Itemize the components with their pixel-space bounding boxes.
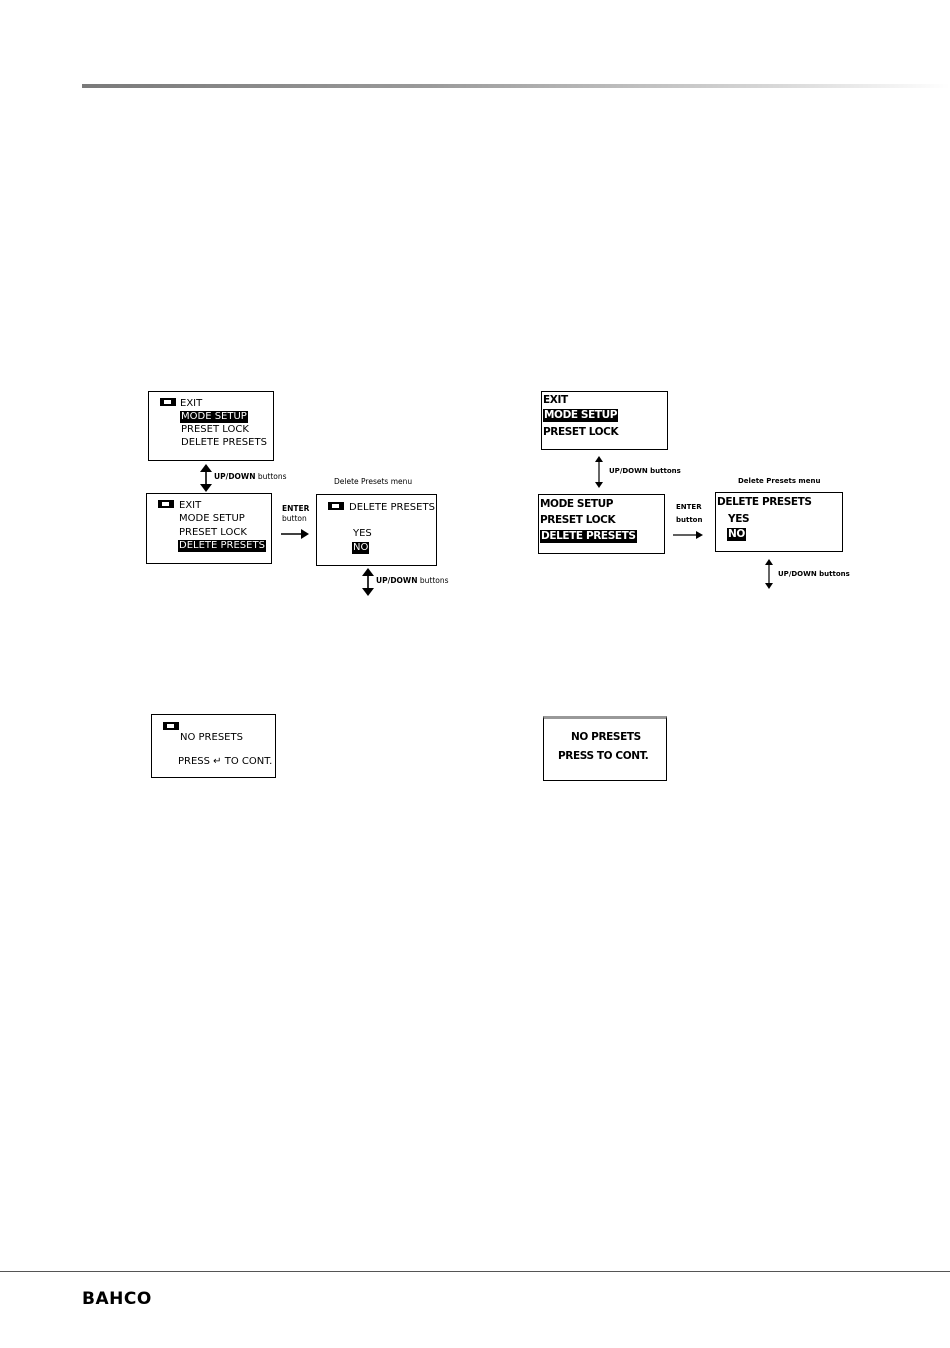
option-yes: YES bbox=[353, 528, 372, 539]
menu-item-mode-setup: MODE SETUP bbox=[540, 498, 614, 510]
menu-item-mode-setup-selected: MODE SETUP bbox=[544, 409, 618, 421]
updown-arrow-icon bbox=[200, 464, 212, 492]
no-presets-message: NO PRESETS bbox=[571, 731, 641, 743]
delete-presets-menu-caption: Delete Presets menu bbox=[738, 477, 821, 485]
lcd-delete-presets-menu-screen bbox=[715, 492, 843, 552]
battery-icon bbox=[163, 722, 179, 730]
menu-item-preset-lock: PRESET LOCK bbox=[543, 426, 619, 438]
right-arrow-icon bbox=[281, 529, 309, 539]
lcd-main-menu-screen bbox=[541, 391, 668, 450]
lcd-main-menu-screen bbox=[148, 391, 274, 461]
right-arrow-icon bbox=[673, 531, 703, 539]
menu-item-preset-lock: PRESET LOCK bbox=[179, 527, 247, 538]
updown-arrow-icon bbox=[594, 456, 604, 488]
updown-buttons-label: UP/DOWN buttons bbox=[609, 467, 681, 475]
menu-item-exit: EXIT bbox=[180, 398, 203, 409]
enter-label: ENTER bbox=[282, 504, 310, 513]
bahco-logo: BAHCO bbox=[82, 1289, 152, 1309]
enter-button-label: button bbox=[676, 516, 703, 524]
option-yes: YES bbox=[728, 513, 750, 525]
updown-arrow-icon bbox=[764, 559, 774, 589]
delete-presets-title: DELETE PRESETS bbox=[717, 496, 812, 508]
menu-item-exit: EXIT bbox=[543, 394, 568, 406]
updown-buttons-label: UP/DOWN buttons bbox=[778, 570, 850, 578]
lcd-delete-presets-selected-screen bbox=[538, 494, 665, 554]
updown-buttons-label: UP/DOWN buttons bbox=[214, 472, 287, 481]
enter-label: ENTER bbox=[676, 503, 702, 511]
no-presets-message: NO PRESETS bbox=[180, 732, 243, 743]
press-to-continue-message: PRESS TO CONT. bbox=[558, 750, 649, 762]
menu-item-delete-presets-selected: DELETE PRESETS bbox=[541, 530, 636, 542]
battery-icon bbox=[160, 398, 176, 406]
updown-buttons-label: UP/DOWN buttons bbox=[376, 576, 449, 585]
lcd-no-presets-screen bbox=[151, 714, 276, 778]
option-no-selected: NO bbox=[353, 542, 369, 553]
footer-rule bbox=[0, 1271, 950, 1272]
battery-icon bbox=[328, 502, 344, 510]
menu-item-delete-presets: DELETE PRESETS bbox=[181, 437, 267, 448]
lcd-no-presets-screen bbox=[543, 716, 667, 781]
header-rule bbox=[82, 84, 950, 88]
delete-presets-title: DELETE PRESETS bbox=[349, 502, 435, 513]
lcd-delete-presets-selected-screen bbox=[146, 493, 272, 564]
menu-item-mode-setup: MODE SETUP bbox=[179, 513, 245, 524]
updown-arrow-icon bbox=[362, 568, 374, 596]
menu-item-mode-setup-selected: MODE SETUP bbox=[181, 411, 247, 422]
press-to-continue-message: PRESS ↵ TO CONT. bbox=[178, 756, 273, 767]
menu-item-exit: EXIT bbox=[179, 500, 202, 511]
enter-button-label: button bbox=[282, 514, 307, 523]
menu-item-preset-lock: PRESET LOCK bbox=[181, 424, 249, 435]
battery-icon bbox=[158, 500, 174, 508]
option-no-selected: NO bbox=[728, 528, 745, 540]
menu-item-delete-presets-selected: DELETE PRESETS bbox=[179, 540, 265, 551]
lcd-delete-presets-menu-screen bbox=[316, 494, 437, 566]
delete-presets-menu-caption: Delete Presets menu bbox=[334, 477, 413, 486]
menu-item-preset-lock: PRESET LOCK bbox=[540, 514, 616, 526]
